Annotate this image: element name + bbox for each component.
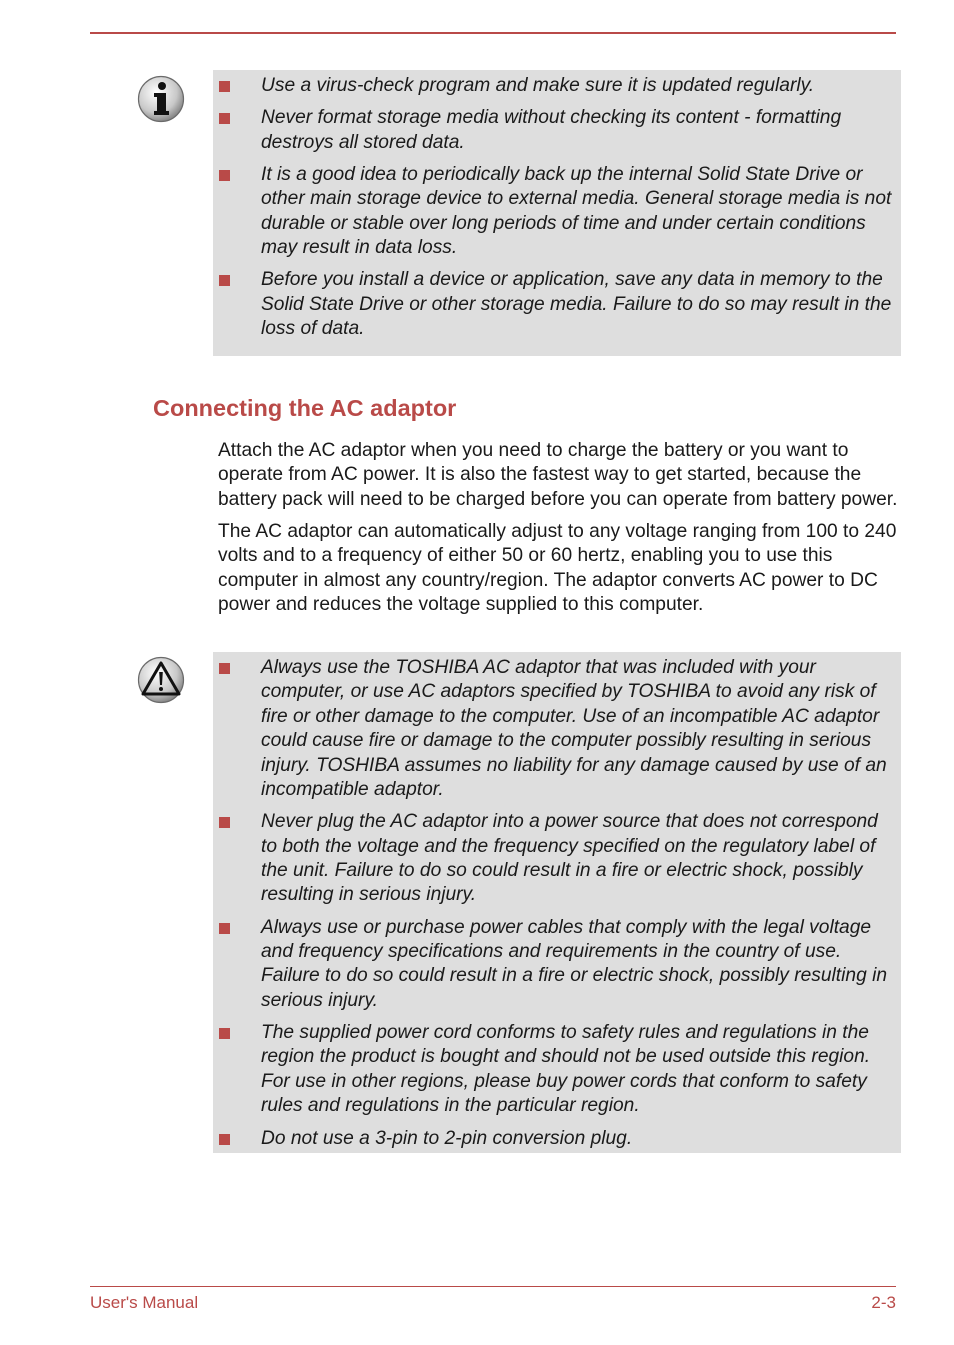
note-text: It is a good idea to periodically back up the internal Solid State Drive or other main storage device to external media. General storage media is not durable or stable over long periods of time and under certain conditions may result in data loss.	[261, 163, 892, 259]
bullet-square-icon	[219, 923, 230, 934]
bullet-square-icon	[219, 663, 230, 674]
list-item	[213, 656, 893, 802]
note-text: Do not use a 3-pin to 2-pin conversion plug.	[261, 1127, 633, 1149]
section-heading: Connecting the AC adaptor	[153, 395, 457, 421]
body-paragraph: The AC adaptor can automatically adjust to any voltage ranging from 100 to 240 volts and to a frequency of either 50 or 60 hertz, enabling you to use this computer in almost any country/region. The adaptor converts AC power to DC power and reduces the voltage supplied to this computer.	[218, 521, 897, 616]
bullet-square-icon	[219, 275, 230, 286]
list-item	[213, 1127, 893, 1151]
info-icon	[137, 75, 185, 123]
page-number: 2-3	[871, 1293, 896, 1312]
warning-icon	[137, 656, 185, 704]
footer-title: User's Manual	[90, 1293, 199, 1312]
note-text: Never plug the AC adaptor into a power source that does not correspond to both the voltage and the frequency specified on the regulatory label of the unit. Failure to do so could result in a fire or electric shock, possibly resulting in serious injury.	[261, 811, 878, 906]
list-item	[213, 74, 893, 98]
note-text: The supplied power cord conforms to safety rules and regulations in the region the product is bought and should not be used outside this region. For use in other regions, please buy power cords that conform to safety rules and regulations in the particular region.	[261, 1022, 871, 1117]
body-paragraph: Attach the AC adaptor when you need to charge the battery or you want to operate from AC power. It is also the fastest way to get started, because the battery pack will need to be charged before you can operate from battery power.	[218, 440, 898, 510]
bullet-square-icon	[219, 1134, 230, 1145]
note-text: Always use or purchase power cables that comply with the legal voltage and frequency specifications and requirements in the country of use. Failure to do so could result in a fire or electric shock, possibly resulting in serious injury.	[261, 916, 888, 1011]
bullet-square-icon	[219, 1028, 230, 1039]
list-item	[213, 810, 893, 908]
list-item	[213, 1021, 893, 1119]
bullet-square-icon	[219, 170, 230, 181]
list-item	[213, 163, 893, 261]
note-text: Use a virus-check program and make sure it is updated regularly.	[261, 75, 815, 96]
list-item	[213, 106, 893, 155]
list-item	[213, 268, 893, 341]
info-note-box	[213, 70, 901, 356]
bullet-square-icon	[219, 113, 230, 124]
warning-note-box	[213, 652, 901, 1153]
header-rule	[90, 32, 896, 34]
section-body	[218, 439, 898, 625]
bullet-square-icon	[219, 81, 230, 92]
note-text: Always use the TOSHIBA AC adaptor that was included with your computer, or use AC adaptors specified by TOSHIBA to avoid any risk of fire or other damage to the computer. Use of an incompatible AC adaptor could cause fire or damage to the computer possibly resulting in serious injury. TOSHIBA assumes no liability for any damage caused by use of an incompatible adaptor.	[261, 657, 887, 801]
note-text: Never format storage media without checking its content - formatting destroys all stored data.	[261, 107, 842, 153]
list-item	[213, 916, 893, 1014]
bullet-square-icon	[219, 817, 230, 828]
note-text: Before you install a device or application, save any data in memory to the Solid State Drive or other storage media. Failure to do so may result in the loss of data.	[261, 269, 892, 340]
footer-rule	[90, 1286, 896, 1287]
